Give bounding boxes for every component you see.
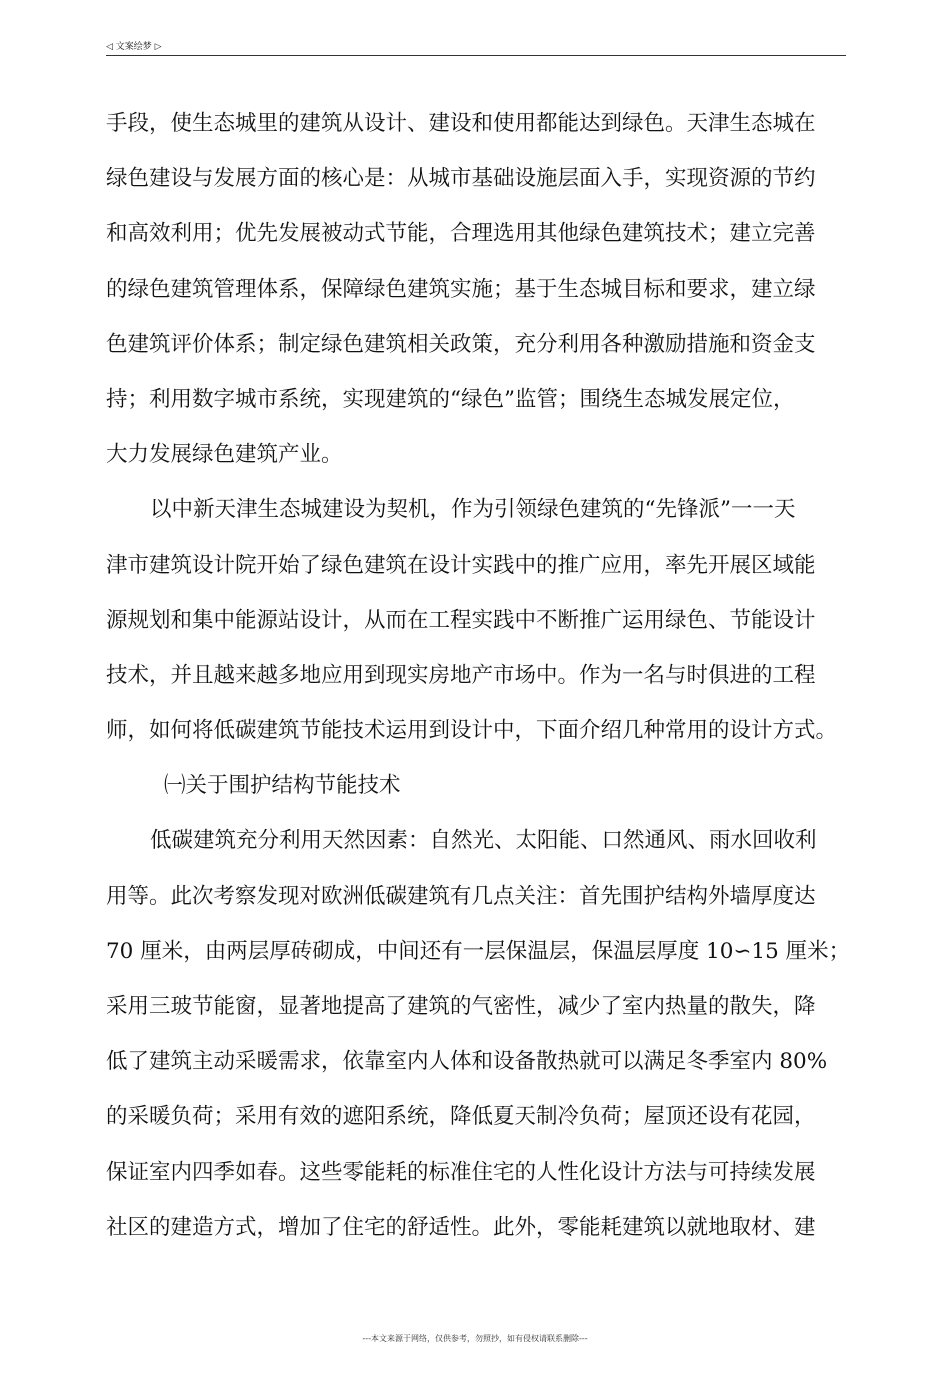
paragraph bbox=[106, 96, 848, 482]
text-line: 70 厘米，由两层厚砖砌成，中间还有一层保温层，保温层厚度 10∽15 厘米； bbox=[106, 938, 851, 964]
text-line: 源规划和集中能源站设计，从而在工程实践中不断推广运用绿色、节能设计 bbox=[106, 607, 816, 633]
text-line: 色建筑评价体系；制定绿色建筑相关政策，充分利用各种激励措施和资金支 bbox=[106, 331, 816, 357]
text-line: 保证室内四季如春。这些零能耗的标准住宅的人性化设计方法与可持续发展 bbox=[106, 1159, 816, 1185]
text-line: 绿色建设与发展方面的核心是：从城市基础设施层面入手，实现资源的节约 bbox=[106, 166, 816, 192]
text-line: 师，如何将低碳建筑节能技术运用到设计中，下面介绍几种常用的设计方式。 bbox=[106, 718, 838, 744]
text-line: 以中新天津生态城建设为契机，作为引领绿色建筑的“先锋派”一一天 bbox=[150, 497, 796, 523]
text-line: 的绿色建筑管理体系，保障绿色建筑实施；基于生态城目标和要求，建立绿 bbox=[106, 276, 816, 302]
text-line: 采用三玻节能窗，显著地提高了建筑的气密性，减少了室内热量的散失，降 bbox=[106, 994, 816, 1019]
paragraph bbox=[106, 813, 851, 1255]
page-footer: ---本文来源于网络，仅供参考，勿照抄，如有侵权请联系删除--- bbox=[362, 1334, 588, 1343]
heading-line: ㈠关于围护结构节能技术 bbox=[164, 773, 401, 799]
text-line: 津市建筑设计院开始了绿色建筑在设计实践中的推广应用，率先开展区域能 bbox=[106, 552, 816, 578]
text-line: 持；利用数字城市系统，实现建筑的“绿色”监管；围绕生态城发展定位， bbox=[106, 386, 795, 412]
text-line: 手段，使生态城里的建筑从设计、建设和使用都能达到绿色。天津生态城在 bbox=[106, 111, 816, 136]
text-line: 大力发展绿色建筑产业。 bbox=[106, 442, 343, 468]
page-header bbox=[106, 37, 846, 56]
text-line: 的采暖负荷；采用有效的遮阳系统，降低夏天制冷负荷；屋顶还设有花园， bbox=[106, 1104, 816, 1130]
text-line: 社区的建造方式，增加了住宅的舒适性。此外，零能耗建筑以就地取材、建 bbox=[106, 1214, 816, 1240]
text-line: 技术，并且越来越多地应用到现实房地产市场中。作为一名与时俱进的工程 bbox=[106, 662, 816, 688]
section-heading bbox=[106, 758, 848, 813]
text-line: 低碳建筑充分利用天然因素：自然光、太阳能、口然通风、雨水回收利 bbox=[150, 828, 817, 854]
text-line: 低了建筑主动采暖需求，依靠室内人体和设备散热就可以满足冬季室内 80% bbox=[106, 1049, 828, 1075]
header-logo-text: ◁ 文案绘梦 ▷ bbox=[106, 42, 162, 52]
document-body bbox=[106, 96, 851, 1255]
text-line: 用等。此次考察发现对欧洲低碳建筑有几点关注：首先围护结构外墙厚度达 bbox=[106, 883, 816, 909]
paragraph bbox=[106, 482, 848, 758]
text-line: 和高效利用；优先发展被动式节能，合理选用其他绿色建筑技术；建立完善 bbox=[106, 221, 816, 247]
